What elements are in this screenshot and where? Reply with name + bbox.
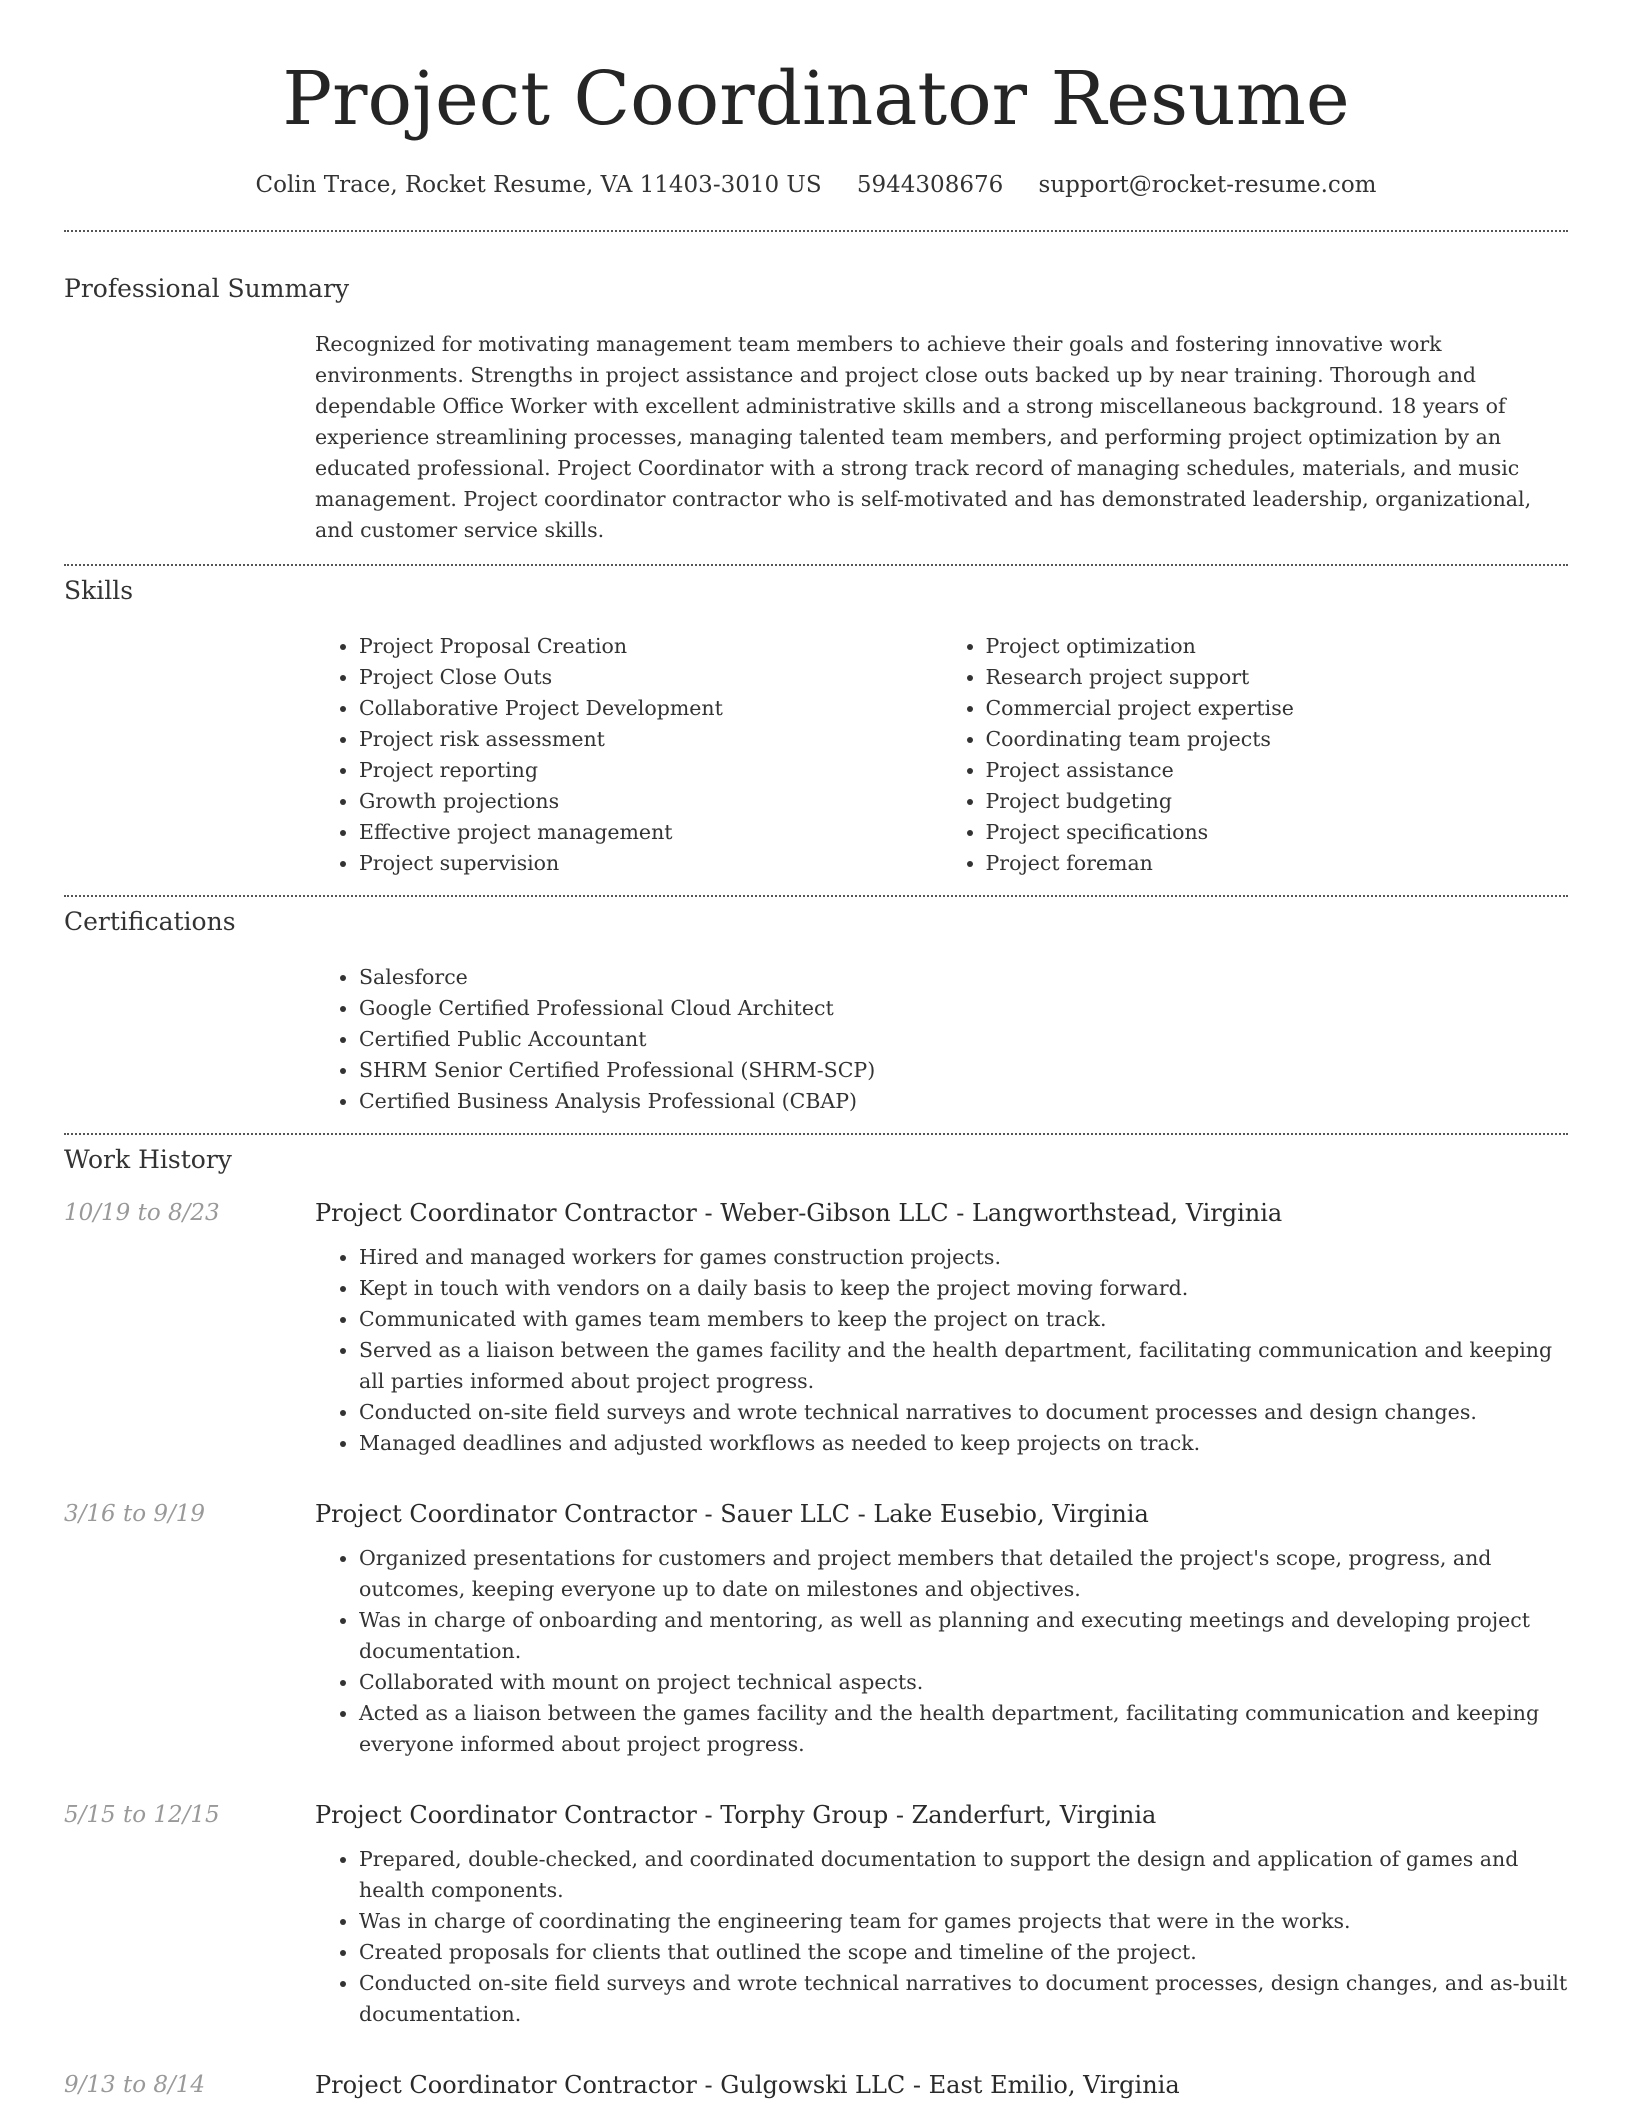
certification-item: • Certified Public Accountant [359,1024,1568,1055]
job-bullet: • Was in charge of onboarding and mentoring, as well as planning and executing meetings and developing project documentation. [359,1605,1568,1667]
skill-item: • Project Proposal Creation [359,631,942,662]
job-bullets [315,1844,1568,2030]
job-bullet: • Hired and managed workers for games construction projects. [359,1242,1568,1273]
job-bullet: • Managed deadlines and adjusted workflows as needed to keep projects on track. [359,1428,1568,1459]
certifications-heading: Certifications [64,907,236,936]
certification-item: • Certified Business Analysis Professional (CBAP) [359,1086,1568,1117]
job-dates: 9/13 to 8/14 [64,2072,206,2098]
contact-email: support@rocket-resume.com [1038,172,1377,198]
job-bullet: • Prepared, double-checked, and coordinated documentation to support the design and application of games and health components. [359,1844,1568,1906]
section-divider [64,230,1568,232]
contact-phone: 5944308676 [856,172,1004,198]
job-bullets [315,1242,1568,1459]
job-entry [64,2068,1568,2102]
work-history-heading: Work History [64,1145,232,1174]
job-entry [64,1196,1568,1459]
job-bullet: • Conducted on-site field surveys and wrote technical narratives to document processes, design changes, and as-built documentation. [359,1968,1568,2030]
job-bullet: • Acted as a liaison between the games facility and the health department, facilitating communication and keeping everyone informed about project progress. [359,1698,1568,1760]
job-bullet: • Conducted on-site field surveys and wrote technical narratives to document processes and design changes. [359,1397,1568,1428]
skill-item: • Growth projections [359,786,942,817]
summary-text: Recognized for motivating management team members to achieve their goals and fostering innovative work environments. Strengths in project assistance and project close outs backed up by near training. Thorough and dependable Office Worker with excellent administrative skills and a strong miscellaneous background. 18 years of experience streamlining processes, managing talented team members, and performing project optimization by an educated professional. Project Coordinator with a strong track record of managing schedules, materials, and music management. Project coordinator contractor who is self-motivated and has demonstrated leadership, organizational, and customer service skills. [315,332,1532,542]
resume-title: Project Coordinator Resume [282,56,1350,142]
job-bullet: • Created proposals for clients that outlined the scope and timeline of the project. [359,1937,1568,1968]
resume-page [64,0,1568,2102]
section-divider [64,895,1568,897]
job-bullet: • Kept in touch with vendors on a daily basis to keep the project moving forward. [359,1273,1568,1304]
job-title: Project Coordinator Contractor - Sauer LLC - Lake Eusebio, Virginia [315,1500,1149,1528]
contact-address: Colin Trace, Rocket Resume, VA 11403-3010 US [255,172,822,198]
skill-item: • Collaborative Project Development [359,693,942,724]
skill-item: • Project reporting [359,755,942,786]
job-bullet: • Collaborated with mount on project technical aspects. [359,1667,1568,1698]
skills-column-left [315,631,942,879]
certification-item: • Google Certified Professional Cloud Architect [359,993,1568,1024]
skills-column-right [942,631,1569,879]
skill-item: • Project risk assessment [359,724,942,755]
skill-item: • Commercial project expertise [986,693,1569,724]
skill-item: • Effective project management [359,817,942,848]
job-title: Project Coordinator Contractor - Torphy Group - Zanderfurt, Virginia [315,1801,1157,1829]
skill-item: • Coordinating team projects [986,724,1569,755]
job-bullet: • Organized presentations for customers and project members that detailed the project's scope, progress, and outcomes, keeping everyone up to date on milestones and objectives. [359,1543,1568,1605]
job-dates: 5/15 to 12/15 [64,1802,220,1828]
skill-item: • Project specifications [986,817,1569,848]
skill-item: • Project assistance [986,755,1569,786]
contact-line [64,172,1568,198]
certifications-list [315,962,1568,1117]
job-bullet: • Served as a liaison between the games facility and the health department, facilitating communication and keeping all parties informed about project progress. [359,1335,1568,1397]
job-title: Project Coordinator Contractor - Gulgowski LLC - East Emilio, Virginia [315,2071,1180,2099]
skill-item: • Project Close Outs [359,662,942,693]
job-entry [64,1798,1568,2030]
skill-item: • Research project support [986,662,1569,693]
section-divider [64,564,1568,566]
job-dates: 10/19 to 8/23 [64,1200,220,1226]
certification-item: • Salesforce [359,962,1568,993]
certification-item: • SHRM Senior Certified Professional (SHRM-SCP) [359,1055,1568,1086]
job-dates: 3/16 to 9/19 [64,1501,206,1527]
skill-item: • Project optimization [986,631,1569,662]
skills-heading: Skills [64,576,134,605]
skill-item: • Project budgeting [986,786,1569,817]
summary-heading: Professional Summary [64,274,350,303]
skill-item: • Project foreman [986,848,1569,879]
section-divider [64,1133,1568,1135]
skills-list [315,631,1568,879]
skill-item: • Project supervision [359,848,942,879]
job-title: Project Coordinator Contractor - Weber-Gibson LLC - Langworthstead, Virginia [315,1199,1283,1227]
job-bullets [315,1543,1568,1760]
job-bullet: • Was in charge of coordinating the engineering team for games projects that were in the works. [359,1906,1568,1937]
job-bullet: • Communicated with games team members to keep the project on track. [359,1304,1568,1335]
job-entry [64,1497,1568,1760]
